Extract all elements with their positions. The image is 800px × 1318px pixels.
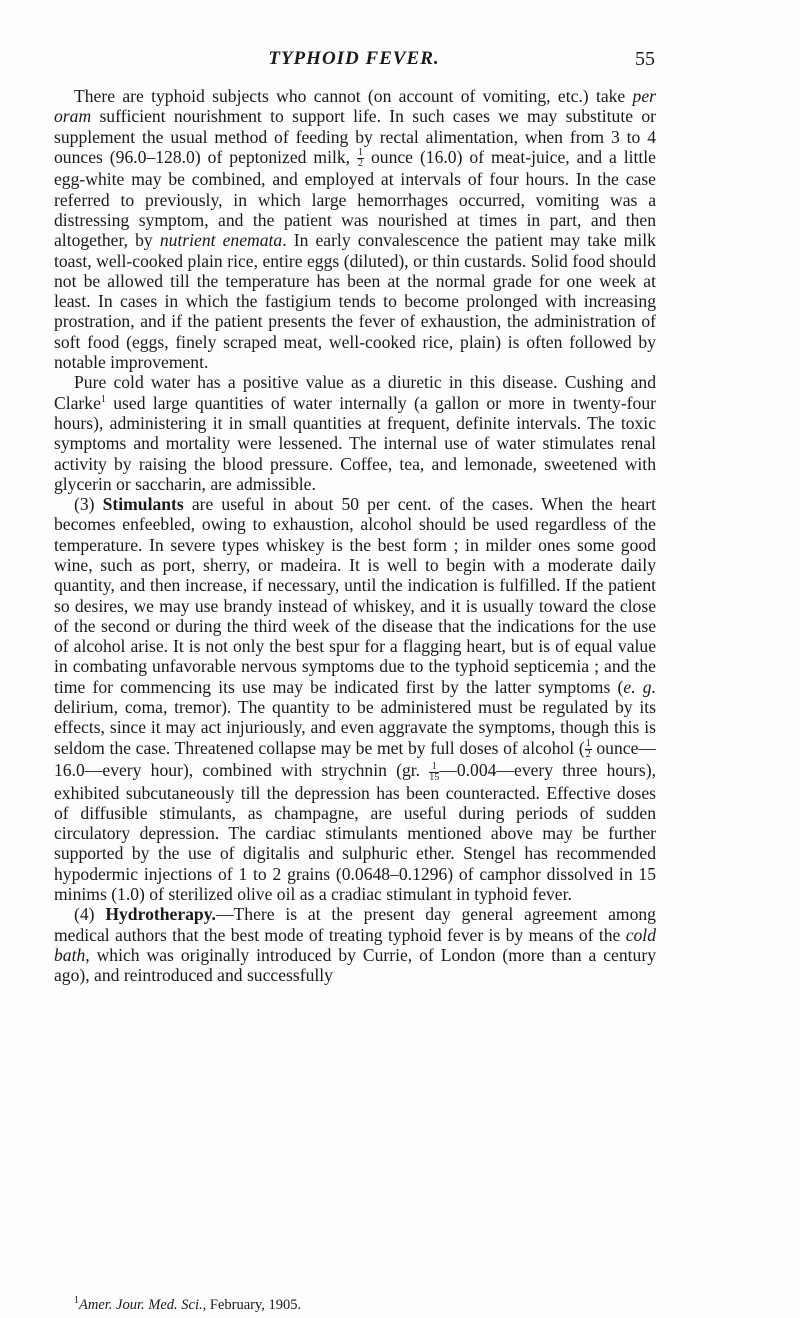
page-number: 55 [635, 48, 655, 70]
paragraph-water [54, 372, 656, 494]
fraction [585, 739, 592, 760]
paragraph-hydrotherapy [54, 904, 656, 985]
running-title: TYPHOID FEVER. [268, 48, 440, 69]
italic-term: e. g. [623, 676, 657, 697]
text-run: Pure cold water has a positive value as a diuretic in this disease. Cushing and Clarke [54, 372, 656, 413]
running-head [54, 48, 654, 74]
section-heading: Stimulants [102, 494, 184, 515]
footnote-reference: 1 [100, 393, 106, 405]
fraction-denominator: 2 [585, 749, 591, 761]
footnote-date: , February, 1905. [202, 1297, 302, 1313]
paragraph-stimulants [54, 494, 656, 904]
italic-term: per oram [54, 86, 656, 127]
text-run: delirium, coma, tremor). The quantity to be administered must be regulated by its effects, since it may act injuriously, and even aggravate the symptoms, though this is seldom the case. Threatened collapse may be met by full doses of alcohol ( [54, 697, 656, 758]
fraction-denominator: 15 [429, 771, 440, 783]
text-run: ounce (16.0) of meat-juice, and a little egg-white may be combined, and employed at intervals of four hours. In the case referred to previously, in which large hemorrhages occurred, vomiting was a distressing symptom, and the patient was nourished at times in part, and then altogether, by [54, 146, 656, 251]
fraction-numerator: 1 [585, 738, 591, 750]
fraction-numerator: 1 [429, 762, 439, 773]
text-run: ounce—16.0—every hour), combined with strychnin (gr. [54, 737, 656, 781]
italic-term: cold bath [54, 924, 656, 965]
section-heading: Hydrotherapy. [105, 904, 216, 925]
text-run: sufficient nourishment to support life. In such cases we may substitute or supplement the usual method of feeding by rectal alimentation, when from 3 to 4 ounces (96.0–128.0) of peptonized milk, [54, 106, 656, 167]
fraction-denominator: 2 [358, 158, 364, 170]
text-run: There are typhoid subjects who cannot (on account of vomiting, etc.) take [74, 86, 633, 106]
paragraph-rectal-feeding [54, 86, 656, 372]
fraction-numerator: 1 [358, 147, 364, 159]
section-number: (3) [74, 494, 103, 515]
text-run: —0.004—every three hours), exhibited subcutaneously till the depression has been counteracted. Effective doses of diffusible stimulants, as champagne, are useful during periods of sudden circulatory depression. The cardiac stimulants mentioned above may be further supported by the use of digitalis and sulphuric ether. Stengel has recommended hypodermic injections of 1 to 2 grains (0.0648–0.1296) of camphor dissolved in 15 minims (1.0) of sterilized olive oil as a cradiac stimulant in typhoid fever. [54, 760, 656, 905]
section-number: (4) [74, 904, 106, 925]
footnote [74, 1297, 654, 1314]
text-run: . In early convalescence the patient may take milk toast, well-cooked plain rice, entire eggs (diluted), or thin custards. Solid food should not be allowed till the temperature has been at the normal grade for one week at least. In cases in which the fastigium tends to become prolonged with increasing prostration, and if the patient presents the fever of exhaustion, the administration of soft food (eggs, finely scraped meat, well-cooked rice, plain) is often followed by notable improvement. [54, 230, 656, 373]
body-text [54, 86, 656, 986]
italic-term: nutrient enemata [159, 230, 283, 251]
text-run: , which was originally introduced by Currie, of London (more than a century ago), and reintroduced and successfully [54, 944, 656, 986]
footnote-journal: Amer. Jour. Med. Sci. [79, 1297, 203, 1313]
fraction [357, 148, 364, 169]
fraction [429, 762, 439, 783]
text-run: used large quantities of water internally (a gallon or more in twenty-four hours), administering it in small quantities at frequent, definite intervals. The toxic symptoms and mortality were lessened. The internal use of water stimulates renal activity by raising the blood pressure. Coffee, tea, and lemonade, sweetened with glycerin or saccharin, are admissible. [54, 392, 656, 494]
text-run: —There is at the present day general agreement among medical authors that the best mode of treating typhoid fever is by means of the [54, 904, 656, 945]
text-run: are useful in about 50 per cent. of the cases. When the heart becomes enfeebled, owing to exhaustion, alcohol should be used regardless of the temperature. In severe types whiskey is the best form ; in milder ones some good wine, such as port, sherry, or madeira. It is well to begin with a moderate daily quantity, and then increase, if necessary, until the indication is fulfilled. If the patient so desires, we may use brandy instead of whiskey, and it is usually toward the close of the second or during the third week of the disease that the indications for the use of alcohol arise. It is not only the best spur for a flagging heart, but is of equal value in combating unfavorable nervous symptoms due to the typhoid septicemia ; and the time for commencing its use may be indicated first by the latter symptoms ( [54, 494, 656, 697]
footnote-marker: 1 [74, 1295, 79, 1307]
